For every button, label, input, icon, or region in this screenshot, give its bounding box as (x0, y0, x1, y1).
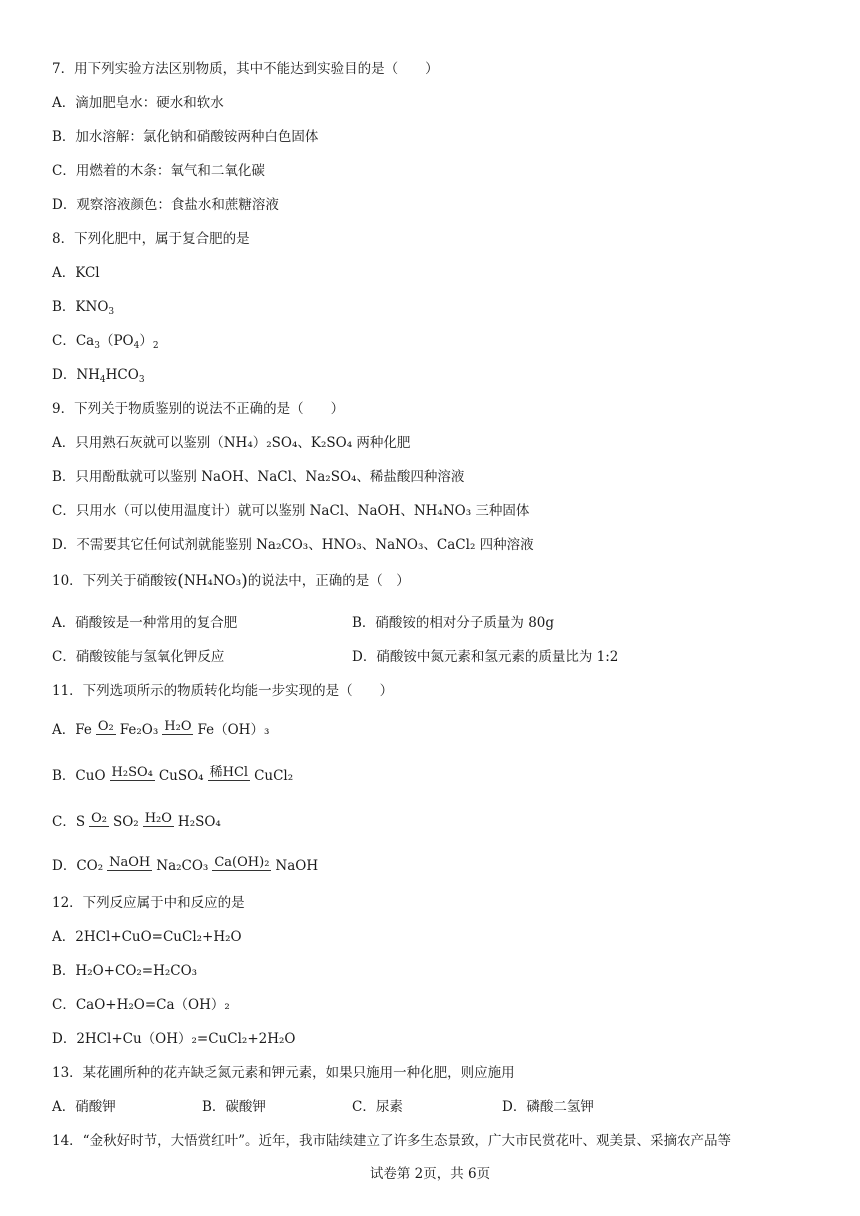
reaction-arrow: H₂SO₄ (111, 765, 153, 780)
question-13-option-c: C．尿素 (352, 1099, 403, 1115)
question-9-stem: 9．下列关于物质鉴别的说法不正确的是（ ） (52, 401, 345, 417)
question-13-option-b: B．碳酸钾 (202, 1099, 266, 1115)
question-13-option-a: A．硝酸钾 (52, 1099, 116, 1115)
reaction-arrow: NaOH (109, 855, 151, 870)
question-9-option-c: C．只用水（可以使用温度计）就可以鉴别 NaCl、NaOH、NH₄NO₃ 三种固体 (52, 503, 530, 519)
question-13-option-d: D．磷酸二氢钾 (502, 1099, 594, 1115)
question-7-option-d: D．观察溶液颜色：食盐水和蔗糖溶液 (52, 197, 279, 213)
question-8-option-b: B．$KNO_3$ (52, 299, 115, 317)
reaction-arrow: O₂ (97, 719, 114, 734)
question-9-option-a: A．只用熟石灰就可以鉴别（NH₄）₂SO₄、K₂SO₄ 两种化肥 (52, 435, 411, 451)
page-footer: 试卷第 2页，共 6页 (369, 1166, 491, 1182)
question-9-option-b: B．只用酚酞就可以鉴别 NaOH、NaCl、Na₂SO₄、稀盐酸四种溶液 (52, 469, 465, 485)
question-14-stem: 14．“金秋好时节，大悟赏红叶”。近年，我市陆续建立了许多生态景致，广大市民赏花叶、观美景、采摘农产品等 (52, 1133, 731, 1149)
question-12-option-d: D．2HCl+Cu（OH）₂=CuCl₂+2H₂O (52, 1031, 296, 1047)
question-10-option-a: A．硝酸铵是一种常用的复合肥 (52, 615, 238, 631)
question-8-option-d: D．$NH_4HCO_3$ (52, 367, 145, 385)
question-12-option-a: A．2HCl+CuO=CuCl₂+H₂O (52, 929, 242, 945)
question-10-option-b: B．硝酸铵的相对分子质量为 80g (352, 615, 555, 631)
question-12-option-b: B．H₂O+CO₂=H₂CO₃ (52, 963, 198, 979)
reaction-arrow: O₂ (91, 811, 107, 826)
question-8-option-c: C．$Ca_3(PO_4)_2$ (52, 333, 159, 351)
question-10-option-d: D．硝酸铵中氮元素和氢元素的质量比为 1:2 (352, 649, 619, 665)
reaction-arrow: H₂O (144, 811, 172, 826)
question-11-stem: 11．下列选项所示的物质转化均能一步实现的是（ ） (52, 683, 394, 699)
question-7-option-b: B．加水溶解：氯化钠和硝酸铵两种白色固体 (52, 129, 319, 145)
question-13-stem: 13．某花圃所种的花卉缺乏氮元素和钾元素，如果只施用一种化肥，则应施用 (52, 1065, 515, 1081)
question-11-option-a: A．Fe O₂ Fe₂O₃ H₂O Fe（OH）₃ (52, 719, 270, 738)
question-8-stem: 8．下列化肥中，属于复合肥的是 (52, 231, 250, 247)
question-8-option-a: A．KCl (52, 265, 100, 281)
question-7-option-a: A．滴加肥皂水：硬水和软水 (52, 95, 224, 111)
question-12-option-c: C．CaO+H₂O=Ca（OH）₂ (52, 997, 230, 1013)
reaction-arrow: H₂O (164, 719, 192, 734)
question-10-stem: 10．下列关于硝酸铵(NH₄NO₃)的说法中，正确的是（ ） (52, 571, 410, 591)
reaction-arrow: Ca(OH)₂ (214, 855, 270, 870)
question-7-stem: 7．用下列实验方法区别物质，其中不能达到实验目的是（ ） (52, 61, 439, 77)
question-9-option-d: D．不需要其它任何试剂就能鉴别 Na₂CO₃、HNO₃、NaNO₃、CaCl₂ 四种溶液 (52, 537, 534, 553)
question-10-option-c: C．硝酸铵能与氢氧化钾反应 (52, 649, 225, 665)
question-12-stem: 12．下列反应属于中和反应的是 (52, 895, 245, 911)
question-11-option-d: D．CO₂ NaOH Na₂CO₃ Ca(OH)₂ NaOH (52, 855, 319, 874)
question-11-option-b: B．CuO H₂SO₄ CuSO₄ 稀HCl CuCl₂ (52, 765, 294, 784)
ammonium-nitrate-formula: NH₄NO₃ (183, 573, 242, 589)
question-11-option-c: C．S O₂ SO₂ H₂O H₂SO₄ (52, 811, 221, 830)
question-7-option-c: C．用燃着的木条：氧气和二氧化碳 (52, 163, 265, 179)
reaction-arrow: 稀HCl (209, 765, 249, 780)
